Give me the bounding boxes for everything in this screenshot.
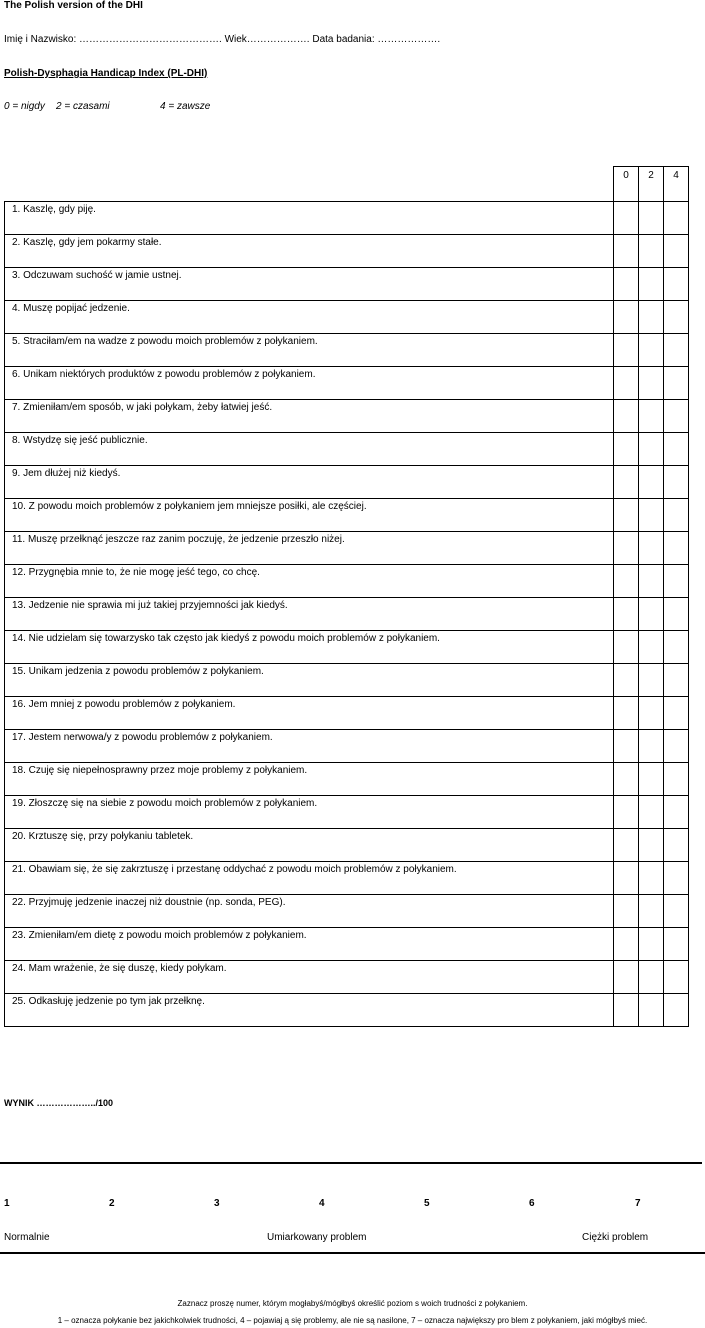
form-title: The Polish version of the DHI: [4, 0, 143, 11]
question-text: 17. Jestem nerwowa/y z powodu problemów z połykaniem.: [5, 730, 614, 763]
answer-cell-2[interactable]: [639, 829, 664, 862]
table-row: [5, 862, 689, 895]
answer-cell-0[interactable]: [614, 862, 639, 895]
table-row: [5, 961, 689, 994]
table-row: [5, 994, 689, 1027]
answer-cell-2[interactable]: [639, 763, 664, 796]
question-text: 15. Unikam jedzenia z powodu problemów z połykaniem.: [5, 664, 614, 697]
severity-number-4[interactable]: 4: [319, 1198, 325, 1209]
answer-cell-0[interactable]: [614, 334, 639, 367]
answer-cell-4[interactable]: [664, 697, 689, 730]
severity-label-moderate: Umiarkowany problem: [267, 1232, 367, 1243]
scale-legend-text: 1 – oznacza połykanie bez jakichkolwiek trudności, 4 – pojawiaj ą się problemy, ale nie są nasilone, 7 – oznacza największy pro blem z połykaniem, jaki mógłbyś mieć.: [57, 1316, 648, 1325]
question-text: 21. Obawiam się, że się zakrztuszę i przestanę oddychać z powodu moich problemów z połykaniem.: [5, 862, 614, 895]
answer-cell-4[interactable]: [664, 895, 689, 928]
answer-cell-4[interactable]: [664, 499, 689, 532]
question-text: 5. Straciłam/em na wadze z powodu moich problemów z połykaniem.: [5, 334, 614, 367]
answer-cell-4[interactable]: [664, 334, 689, 367]
instruction-text: Zaznacz proszę numer, którym mogłabyś/mógłbyś określić poziom s woich trudności z połykaniem.: [177, 1299, 528, 1308]
table-row: [5, 532, 689, 565]
answer-cell-0[interactable]: [614, 928, 639, 961]
severity-number-7[interactable]: 7: [635, 1198, 641, 1209]
severity-number-2[interactable]: 2: [109, 1198, 115, 1209]
answer-cell-0[interactable]: [614, 994, 639, 1027]
table-row: [5, 895, 689, 928]
answer-cell-0[interactable]: [614, 829, 639, 862]
question-text: 9. Jem dłużej niż kiedyś.: [5, 466, 614, 499]
question-text: 22. Przyjmuję jedzenie inaczej niż doustnie (np. sonda, PEG).: [5, 895, 614, 928]
answer-cell-2[interactable]: [639, 598, 664, 631]
table-row: [5, 367, 689, 400]
question-text: 13. Jedzenie nie sprawia mi już takiej przyjemności jak kiedyś.: [5, 598, 614, 631]
scale-never: 0 = nigdy: [4, 101, 45, 112]
score-line: WYNIK ………………../100: [4, 1098, 114, 1108]
answer-cell-0[interactable]: [614, 730, 639, 763]
table-row: [5, 202, 689, 235]
severity-number-3[interactable]: 3: [214, 1198, 220, 1209]
table-row: [5, 796, 689, 829]
answer-cell-2[interactable]: [639, 664, 664, 697]
question-text: 7. Zmieniłam/em sposób, w jaki połykam, żeby łatwiej jeść.: [5, 400, 614, 433]
answer-scale-legend: [4, 101, 210, 112]
answer-cell-0[interactable]: [614, 235, 639, 268]
answer-cell-2[interactable]: [639, 928, 664, 961]
severity-number-6[interactable]: 6: [529, 1198, 535, 1209]
table-header-row: [5, 167, 689, 202]
answer-cell-4[interactable]: [664, 598, 689, 631]
answer-cell-4[interactable]: [664, 829, 689, 862]
scale-always: 4 = zawsze: [160, 101, 211, 112]
answer-cell-2[interactable]: [639, 466, 664, 499]
answer-cell-4[interactable]: [664, 730, 689, 763]
answer-cell-2[interactable]: [639, 565, 664, 598]
scale-sometimes: 2 = czasami: [56, 101, 110, 112]
question-text: 8. Wstydzę się jeść publicznie.: [5, 433, 614, 466]
table-row: [5, 928, 689, 961]
patient-info-line: Imię i Nazwisko: ……………………………………. Wiek………………. Data badania: ……………….: [4, 34, 441, 45]
column-header-2: 2: [639, 167, 664, 202]
answer-cell-2[interactable]: [639, 532, 664, 565]
table-row: [5, 400, 689, 433]
table-row: [5, 631, 689, 664]
severity-number-1[interactable]: 1: [4, 1198, 10, 1209]
answer-cell-0[interactable]: [614, 598, 639, 631]
answer-cell-0[interactable]: [614, 268, 639, 301]
question-text: 19. Złoszczę się na siebie z powodu moich problemów z połykaniem.: [5, 796, 614, 829]
answer-cell-2[interactable]: [639, 994, 664, 1027]
questionnaire-title: Polish-Dysphagia Handicap Index (PL-DHI): [4, 68, 208, 79]
answer-cell-2[interactable]: [639, 730, 664, 763]
question-text: 6. Unikam niektórych produktów z powodu problemów z połykaniem.: [5, 367, 614, 400]
answer-cell-4[interactable]: [664, 565, 689, 598]
table-row: [5, 334, 689, 367]
scale-top-divider: [0, 1162, 702, 1164]
answer-cell-2[interactable]: [639, 367, 664, 400]
scale-bottom-divider: [0, 1252, 705, 1254]
question-text: 24. Mam wrażenie, że się duszę, kiedy połykam.: [5, 961, 614, 994]
answer-cell-2[interactable]: [639, 499, 664, 532]
answer-cell-2[interactable]: [639, 895, 664, 928]
answer-cell-4[interactable]: [664, 367, 689, 400]
answer-cell-4[interactable]: [664, 763, 689, 796]
answer-cell-0[interactable]: [614, 895, 639, 928]
answer-cell-4[interactable]: [664, 862, 689, 895]
answer-cell-4[interactable]: [664, 202, 689, 235]
answer-cell-2[interactable]: [639, 961, 664, 994]
question-text: 12. Przygnębia mnie to, że nie mogę jeść tego, co chcę.: [5, 565, 614, 598]
answer-cell-0[interactable]: [614, 532, 639, 565]
column-header-0: 0: [614, 167, 639, 202]
answer-cell-2[interactable]: [639, 268, 664, 301]
answer-cell-0[interactable]: [614, 664, 639, 697]
question-text: 11. Muszę przełknąć jeszcze raz zanim poczuję, że jedzenie przeszło niżej.: [5, 532, 614, 565]
answer-cell-4[interactable]: [664, 796, 689, 829]
answer-cell-2[interactable]: [639, 631, 664, 664]
answer-cell-2[interactable]: [639, 796, 664, 829]
question-text: 4. Muszę popijać jedzenie.: [5, 301, 614, 334]
answer-cell-4[interactable]: [664, 268, 689, 301]
answer-cell-4[interactable]: [664, 466, 689, 499]
table-row: [5, 565, 689, 598]
answer-cell-4[interactable]: [664, 928, 689, 961]
answer-cell-0[interactable]: [614, 961, 639, 994]
table-row: [5, 466, 689, 499]
answer-cell-4[interactable]: [664, 235, 689, 268]
question-text: 10. Z powodu moich problemów z połykaniem jem mniejsze posiłki, ale częściej.: [5, 499, 614, 532]
table-row: [5, 697, 689, 730]
answer-cell-4[interactable]: [664, 301, 689, 334]
answer-cell-0[interactable]: [614, 796, 639, 829]
table-row: [5, 301, 689, 334]
answer-cell-4[interactable]: [664, 532, 689, 565]
question-text: 1. Kaszlę, gdy piję.: [5, 202, 614, 235]
answer-cell-0[interactable]: [614, 301, 639, 334]
question-text: 23. Zmieniłam/em dietę z powodu moich problemów z połykaniem.: [5, 928, 614, 961]
answer-cell-0[interactable]: [614, 400, 639, 433]
table-row: [5, 235, 689, 268]
table-row: [5, 664, 689, 697]
answer-cell-2[interactable]: [639, 235, 664, 268]
question-text: 18. Czuję się niepełnosprawny przez moje problemy z połykaniem.: [5, 763, 614, 796]
answer-cell-4[interactable]: [664, 433, 689, 466]
column-header-4: 4: [664, 167, 689, 202]
question-text: 20. Krztuszę się, przy połykaniu tabletek.: [5, 829, 614, 862]
table-row: [5, 499, 689, 532]
severity-label-normal: Normalnie: [4, 1232, 50, 1243]
answer-cell-0[interactable]: [614, 763, 639, 796]
header-spacer: [5, 167, 614, 202]
answer-cell-0[interactable]: [614, 433, 639, 466]
answer-cell-0[interactable]: [614, 499, 639, 532]
answer-cell-2[interactable]: [639, 334, 664, 367]
question-text: 2. Kaszlę, gdy jem pokarmy stałe.: [5, 235, 614, 268]
table-row: [5, 433, 689, 466]
question-text: 16. Jem mniej z powodu problemów z połykaniem.: [5, 697, 614, 730]
table-row: [5, 763, 689, 796]
answer-cell-4[interactable]: [664, 994, 689, 1027]
severity-number-5[interactable]: 5: [424, 1198, 430, 1209]
answer-cell-0[interactable]: [614, 565, 639, 598]
answer-cell-0[interactable]: [614, 202, 639, 235]
answer-cell-0[interactable]: [614, 367, 639, 400]
answer-cell-2[interactable]: [639, 202, 664, 235]
answer-cell-2[interactable]: [639, 697, 664, 730]
severity-label-severe: Ciężki problem: [582, 1232, 649, 1243]
answer-cell-2[interactable]: [639, 433, 664, 466]
answer-cell-4[interactable]: [664, 400, 689, 433]
answer-cell-0[interactable]: [614, 631, 639, 664]
table-row: [5, 829, 689, 862]
questionnaire-table: [4, 166, 689, 1027]
table-row: [5, 730, 689, 763]
answer-cell-4[interactable]: [664, 631, 689, 664]
answer-cell-4[interactable]: [664, 664, 689, 697]
question-text: 3. Odczuwam suchość w jamie ustnej.: [5, 268, 614, 301]
answer-cell-2[interactable]: [639, 862, 664, 895]
answer-cell-2[interactable]: [639, 301, 664, 334]
table-row: [5, 268, 689, 301]
answer-cell-4[interactable]: [664, 961, 689, 994]
answer-cell-0[interactable]: [614, 466, 639, 499]
table-row: [5, 598, 689, 631]
question-text: 14. Nie udzielam się towarzysko tak często jak kiedyś z powodu moich problemów z połykaniem.: [5, 631, 614, 664]
answer-cell-0[interactable]: [614, 697, 639, 730]
answer-cell-2[interactable]: [639, 400, 664, 433]
question-text: 25. Odkasłuję jedzenie po tym jak przełknę.: [5, 994, 614, 1027]
